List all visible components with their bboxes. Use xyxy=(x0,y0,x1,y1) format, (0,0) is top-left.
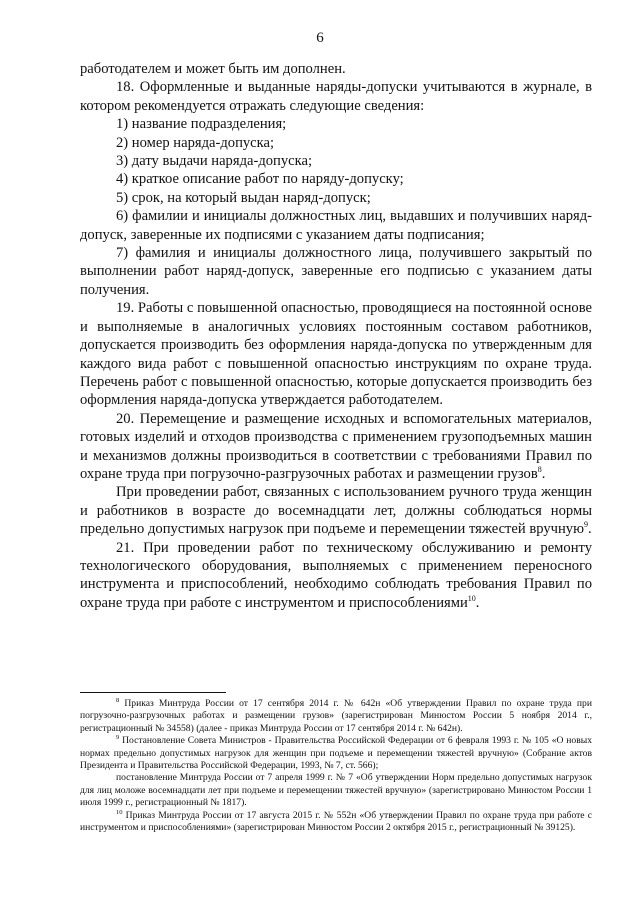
paragraph-21: 21. При проведении работ по техническому обслуживанию и ремонту технологического оборудования, выполняемых с применением переносного инструмента и приспособлений, необходимо соблюдать требования Правил по охране труда при работе с инструментом и приспособлениями$^{10}$. xyxy=(80,539,592,611)
paragraph-18: 18. Оформленные и выданные наряды-допуски учитываются в журнале, в котором рекомендуется отражать следующие сведения: xyxy=(80,79,592,114)
list-item: 6) фамилии и инициалы должностных лиц, выдавших и получивших наряд-допуск, заверенные их подписями с указанием даты подписания; xyxy=(80,208,592,243)
list-item: 3) дату выдачи наряда-допуска; xyxy=(116,153,313,170)
footnote-mark: 8 xyxy=(116,696,120,704)
footnote-text: Приказ Минтруда России от 17 августа 2015 г. № 552н «Об утверждении Правил по охране труда при работе с инструментом и приспособлениями» (зарегистрирован Минюстом России 2 октября 2015 г., регистрационный № 39125). xyxy=(80,809,592,834)
paragraph-20-text: 20. Перемещение и размещение исходных и вспомогательных материалов, готовых изделий и отходов производства с применением грузоподъемных машин и механизмов должны производиться в соответствии с требованиями Правил по охране труда при погрузочно-разгрузочных работах и размещении грузов xyxy=(80,410,592,482)
footnote-text: Постановление Совета Министров - Правительства Российской Федерации от 6 февраля 1993 г. № 105 «О новых нормах предельно допустимых нагрузок для женщин при подъеме и перемещении тяжестей вручную» (Собрание актов Президента и Правительства Российской Федерации, 1993, № 7, ст. 566); xyxy=(80,735,592,772)
footnote xyxy=(80,772,592,809)
paragraph-19: 19. Работы с повышенной опасностью, проводящиеся на постоянной основе и выполняемые в аналогичных условиях постоянным составом работников, допускается производить без оформления наряда-допуска по утвержденным для каждого вида работ с повышенной опасностью инструкциям по охране труда. Перечень работ с повышенной опасностью, которые допускается производить без оформления наряда-допуска утверждается работодателем. xyxy=(80,300,592,409)
footnote xyxy=(80,735,592,772)
footnote-ref-10[interactable]: 10 xyxy=(467,593,476,603)
paragraph-20: 20. Перемещение и размещение исходных и вспомогательных материалов, готовых изделий и отходов производства с применением грузоподъемных машин и механизмов должны производиться в соответствии с требованиями Правил по охране труда при погрузочно-разгрузочных работах и размещении грузов$^8$. xyxy=(80,410,592,482)
footnote-ref-9[interactable]: 9 xyxy=(584,520,589,530)
footnote-text: Приказ Минтруда России от 17 сентября 2014 г. № 642н «Об утверждении Правил по охране труда при погрузочно-разгрузочных работах и размещении грузов» (зарегистрирован Минюстом России 5 ноября 2014 г., регистрационный № 34558) (далее - приказ Минтруда России от 17 сентября 2014 г. № 642н). xyxy=(80,698,592,734)
paragraph-21-text: 21. При проведении работ по техническому обслуживанию и ремонту технологического оборудования, выполняемых с применением переносного инструмента и приспособлений, необходимо соблюдать требования Правил по охране труда при работе с инструментом и приспособлениями xyxy=(80,539,592,611)
list-item: 4) краткое описание работ по наряду-допуску; xyxy=(116,171,404,188)
paragraph-20b: При проведении работ, связанных с использованием ручного труда женщин и работников в возрасте до восемнадцати лет, должны соблюдаться нормы предельно допустимых нагрузок при подъеме и перемещении тяжестей вручную$^9$. xyxy=(80,484,592,538)
footnote xyxy=(80,810,592,835)
list-item: 5) срок, на который выдан наряд-допуск; xyxy=(116,189,371,206)
footnote-text: постановление Минтруда России от 7 апреля 1999 г. № 7 «Об утверждении Норм предельно допустимых нагрузок для лиц моложе восемнадцати лет при подъеме и перемещении тяжестей вручную» (зарегистрировано Минюстом России 1 июля 1999 г., регистрационный № 1817). xyxy=(80,772,592,809)
footnote-mark: 10 xyxy=(116,808,123,816)
footnote xyxy=(80,698,592,735)
list-item: 1) название подразделения; xyxy=(116,116,287,133)
list-item: 2) номер наряда-допуска; xyxy=(116,134,275,151)
footnotes xyxy=(80,698,592,834)
page-number: 6 xyxy=(316,30,324,46)
document-body xyxy=(80,60,592,612)
footnote-ref-8[interactable]: 8 xyxy=(537,465,542,475)
paragraph-20b-text: При проведении работ, связанных с использованием ручного труда женщин и работников в возрасте до восемнадцати лет, должны соблюдаться нормы предельно допустимых нагрузок при подъеме и перемещении тяжестей вручную xyxy=(80,484,592,538)
paragraph-continuation: работодателем и может быть им дополнен. xyxy=(80,61,346,77)
list-item: 7) фамилия и инициалы должностного лица, получившего закрытый по выполнении работ наряд-допуск, заверенные его подписью с указанием даты получения. xyxy=(80,245,592,298)
footnote-mark: 9 xyxy=(116,734,120,742)
footnote-divider xyxy=(80,692,226,693)
